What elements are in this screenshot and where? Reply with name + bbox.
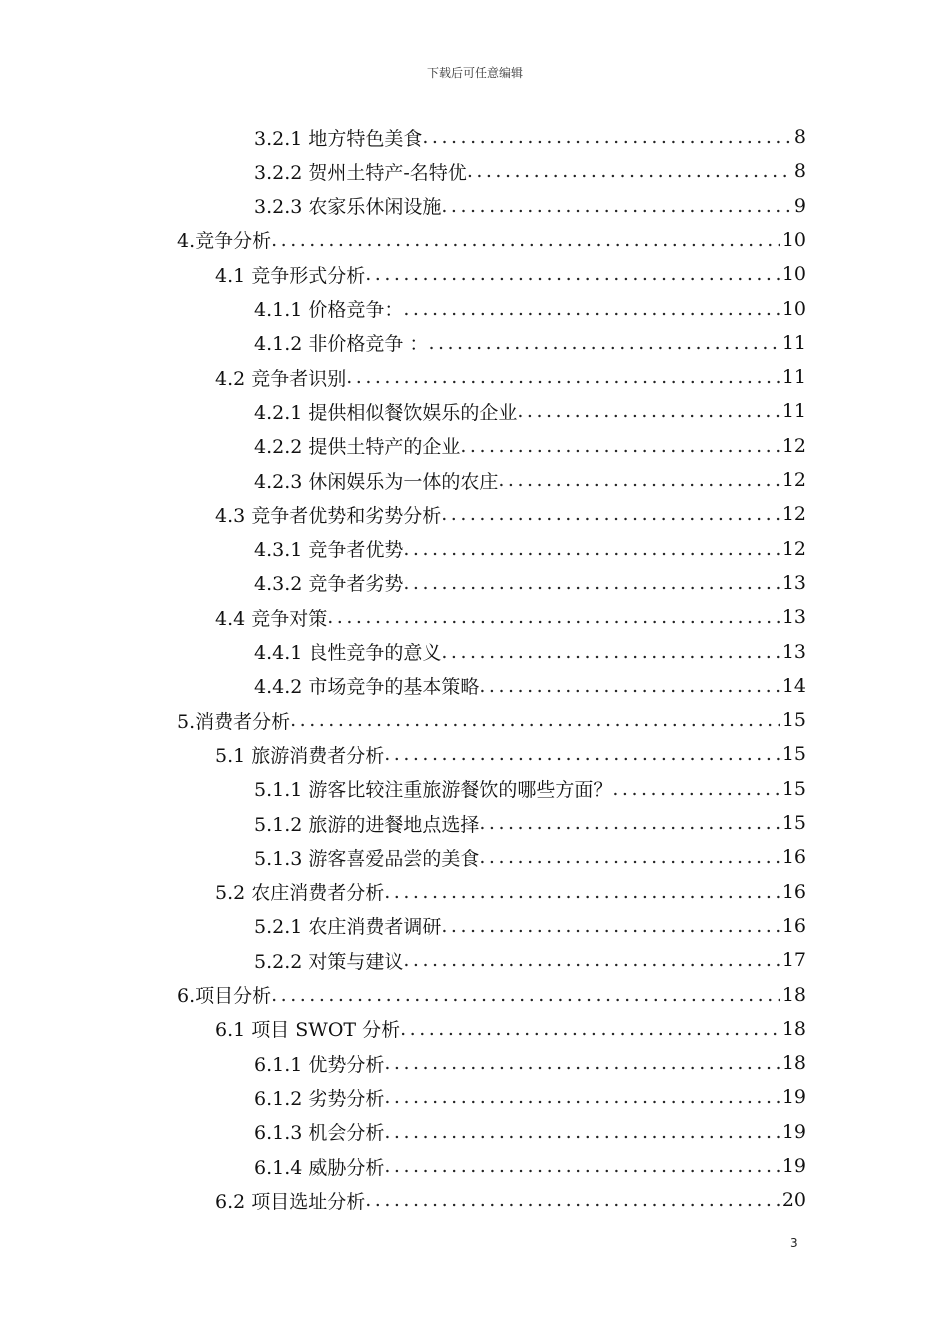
- toc-leader-dots: [271, 984, 780, 1006]
- toc-entry-page: 18: [781, 983, 806, 1006]
- toc-leader-dots: [384, 1155, 779, 1177]
- toc-entry[interactable]: [254, 1149, 806, 1183]
- toc-entry[interactable]: [254, 566, 806, 600]
- toc-entry-label: 4.3 竞争者优势和劣势分析: [215, 504, 442, 527]
- toc-entry[interactable]: [254, 909, 806, 943]
- toc-entry-label: 6.1.4 威胁分析: [254, 1156, 385, 1179]
- header-note: 下载后可任意编辑: [426, 66, 523, 80]
- toc-leader-dots: [441, 503, 780, 525]
- toc-entry[interactable]: [254, 669, 806, 703]
- toc-entry[interactable]: [177, 703, 806, 737]
- toc-entry-label: 4.3.2 竞争者劣势: [254, 573, 404, 596]
- toc-entry-page: 10: [781, 263, 806, 286]
- toc-entry-page: 15: [781, 812, 806, 834]
- toc-entry[interactable]: [215, 600, 806, 634]
- toc-leader-dots: [271, 229, 780, 251]
- toc-leader-dots: [612, 778, 779, 800]
- toc-entry[interactable]: [254, 1046, 806, 1080]
- toc-leader-dots: [479, 675, 779, 697]
- toc-entry-page: 19: [781, 1120, 806, 1143]
- toc-entry-label: 5.1.1 游客比较注重旅游餐饮的哪些方面？: [254, 779, 613, 802]
- toc-leader-dots: [479, 812, 779, 834]
- toc-entry[interactable]: [254, 154, 806, 188]
- toc-leader-dots: [460, 435, 779, 457]
- toc-entry-page: 14: [781, 674, 806, 697]
- toc-entry[interactable]: [254, 292, 806, 326]
- toc-entry[interactable]: [215, 1012, 806, 1046]
- toc-entry-label: 6.1.2 劣势分析: [254, 1087, 385, 1110]
- toc-entry-label: 5.1.2 旅游的进餐地点选择: [254, 813, 480, 836]
- toc-entry-label: 3.2.1 地方特色美食: [254, 127, 423, 150]
- toc-entry-page: 9: [793, 194, 806, 217]
- toc-entry-label: 6.1.1 优势分析: [254, 1053, 385, 1076]
- toc-entry-label: 4.竞争分析: [177, 230, 272, 253]
- toc-leader-dots: [479, 846, 779, 868]
- toc-entry-label: 6.1.3 机会分析: [254, 1122, 385, 1145]
- toc-entry[interactable]: [254, 532, 806, 566]
- toc-entry[interactable]: [215, 875, 806, 909]
- toc-entry-page: 16: [781, 846, 806, 869]
- toc-leader-dots: [403, 572, 779, 594]
- toc-entry-label: 5.1 旅游消费者分析: [215, 744, 385, 767]
- toc-entry-page: 15: [781, 709, 806, 732]
- toc-leader-dots: [365, 1189, 780, 1211]
- toc-entry[interactable]: [215, 360, 806, 394]
- toc-entry-label: 4.1.1 价格竞争：: [254, 299, 404, 321]
- toc-entry-page: 19: [781, 1155, 806, 1177]
- toc-entry-page: 12: [781, 537, 806, 560]
- toc-leader-dots: [498, 469, 779, 491]
- toc-entry-page: 18: [781, 1052, 806, 1075]
- toc-leader-dots: [327, 606, 780, 628]
- toc-entry-label: 4.2.1 提供相似餐饮娱乐的企业: [254, 401, 518, 424]
- toc-leader-dots: [384, 1086, 779, 1108]
- toc-entry-page: 17: [781, 949, 806, 972]
- toc-leader-dots: [517, 400, 779, 422]
- toc-entry-page: 11: [781, 331, 806, 354]
- toc-entry-page: 12: [781, 434, 806, 457]
- toc-entry-label: 4.3.1 竞争者优势: [254, 539, 404, 562]
- toc-entry-page: 13: [781, 640, 806, 663]
- toc-entry-label: 6.1 项目 SWOT 分析: [215, 1019, 401, 1042]
- toc-leader-dots: [403, 298, 779, 320]
- toc-entry-label: 5.2.1 农庄消费者调研: [254, 916, 442, 939]
- toc-leader-dots: [384, 743, 780, 765]
- toc-entry-label: 4.2.2 提供土特产的企业: [254, 436, 461, 459]
- toc-entry[interactable]: [254, 120, 806, 154]
- toc-entry[interactable]: [254, 635, 806, 669]
- toc-entry[interactable]: [215, 1183, 806, 1217]
- toc-entry-label: 6.项目分析: [177, 985, 272, 1007]
- toc-leader-dots: [384, 881, 780, 903]
- toc-leader-dots: [290, 709, 780, 731]
- toc-entry[interactable]: [254, 463, 806, 497]
- toc-entry-label: 4.4.1 良性竞争的意义: [254, 642, 442, 664]
- toc-entry-page: 16: [781, 880, 806, 903]
- toc-entry-label: 3.2.3 农家乐休闲设施: [254, 196, 442, 219]
- toc-entry-page: 18: [781, 1017, 806, 1040]
- toc-entry-label: 4.4.2 市场竞争的基本策略: [254, 676, 480, 699]
- toc-leader-dots: [441, 915, 779, 937]
- toc-entry-page: 15: [781, 777, 806, 800]
- toc-entry[interactable]: [254, 806, 806, 840]
- toc-entry-label: 5.消费者分析: [177, 710, 291, 733]
- toc-entry-page: 16: [781, 914, 806, 937]
- toc-entry-label: 4.1.2 非价格竞争 ：: [254, 333, 429, 356]
- toc-leader-dots: [400, 1018, 780, 1040]
- toc-leader-dots: [365, 263, 780, 285]
- toc-entry-page: 10: [781, 228, 806, 251]
- toc-entry-page: 15: [781, 743, 806, 766]
- toc-entry[interactable]: [215, 497, 806, 531]
- toc-entry-label: 4.4 竞争对策: [215, 607, 328, 630]
- toc-entry-page: 8: [793, 126, 806, 148]
- toc-leader-dots: [422, 126, 792, 148]
- toc-leader-dots: [384, 1052, 779, 1074]
- toc-entry-label: 4.2 竞争者识别: [215, 367, 347, 390]
- toc-entry[interactable]: [254, 394, 806, 428]
- toc-leader-dots: [441, 195, 792, 217]
- toc-entry-page: 12: [781, 469, 806, 491]
- toc-entry-page: 20: [781, 1189, 806, 1212]
- toc-entry[interactable]: [254, 326, 806, 360]
- toc-entry-page: 13: [781, 571, 806, 594]
- toc-entry-page: 10: [781, 297, 806, 320]
- toc-entry-page: 8: [793, 160, 806, 183]
- toc-entry[interactable]: [254, 943, 806, 977]
- toc-leader-dots: [384, 1121, 779, 1143]
- toc-leader-dots: [428, 332, 779, 354]
- toc-entry[interactable]: [215, 257, 806, 291]
- toc-entry-page: 12: [781, 503, 806, 526]
- toc-leader-dots: [403, 949, 779, 971]
- toc-entry-label: 5.2.2 对策与建议: [254, 950, 404, 973]
- toc-entry-label: 4.1 竞争形式分析: [215, 264, 366, 287]
- toc-leader-dots: [441, 641, 779, 663]
- toc-entry[interactable]: [254, 840, 806, 874]
- toc-entry-page: 11: [781, 366, 806, 389]
- toc-entry-page: 13: [781, 606, 806, 629]
- toc-entry-page: 19: [781, 1086, 806, 1109]
- toc-entry[interactable]: [254, 1080, 806, 1114]
- toc-entry[interactable]: [215, 737, 806, 771]
- toc-leader-dots: [346, 366, 780, 388]
- toc-entry-page: 11: [781, 400, 806, 423]
- toc-entry[interactable]: [254, 429, 806, 463]
- page-number: 3: [790, 1236, 798, 1250]
- toc-entry[interactable]: [254, 772, 806, 806]
- toc-entry-label: 5.1.3 游客喜爱品尝的美食: [254, 847, 480, 870]
- toc-entry[interactable]: [254, 1115, 806, 1149]
- toc-entry[interactable]: [177, 223, 806, 257]
- toc-entry-label: 3.2.2 贺州土特产-名特优: [254, 161, 467, 184]
- toc-entry-label: 5.2 农庄消费者分析: [215, 882, 385, 905]
- toc-entry[interactable]: [177, 978, 806, 1012]
- toc-entry[interactable]: [254, 189, 806, 223]
- toc-entry-label: 6.2 项目选址分析: [215, 1190, 366, 1213]
- toc-leader-dots: [467, 160, 792, 182]
- toc-entry-label: 4.2.3 休闲娱乐为一体的农庄: [254, 470, 499, 493]
- toc-leader-dots: [403, 538, 779, 560]
